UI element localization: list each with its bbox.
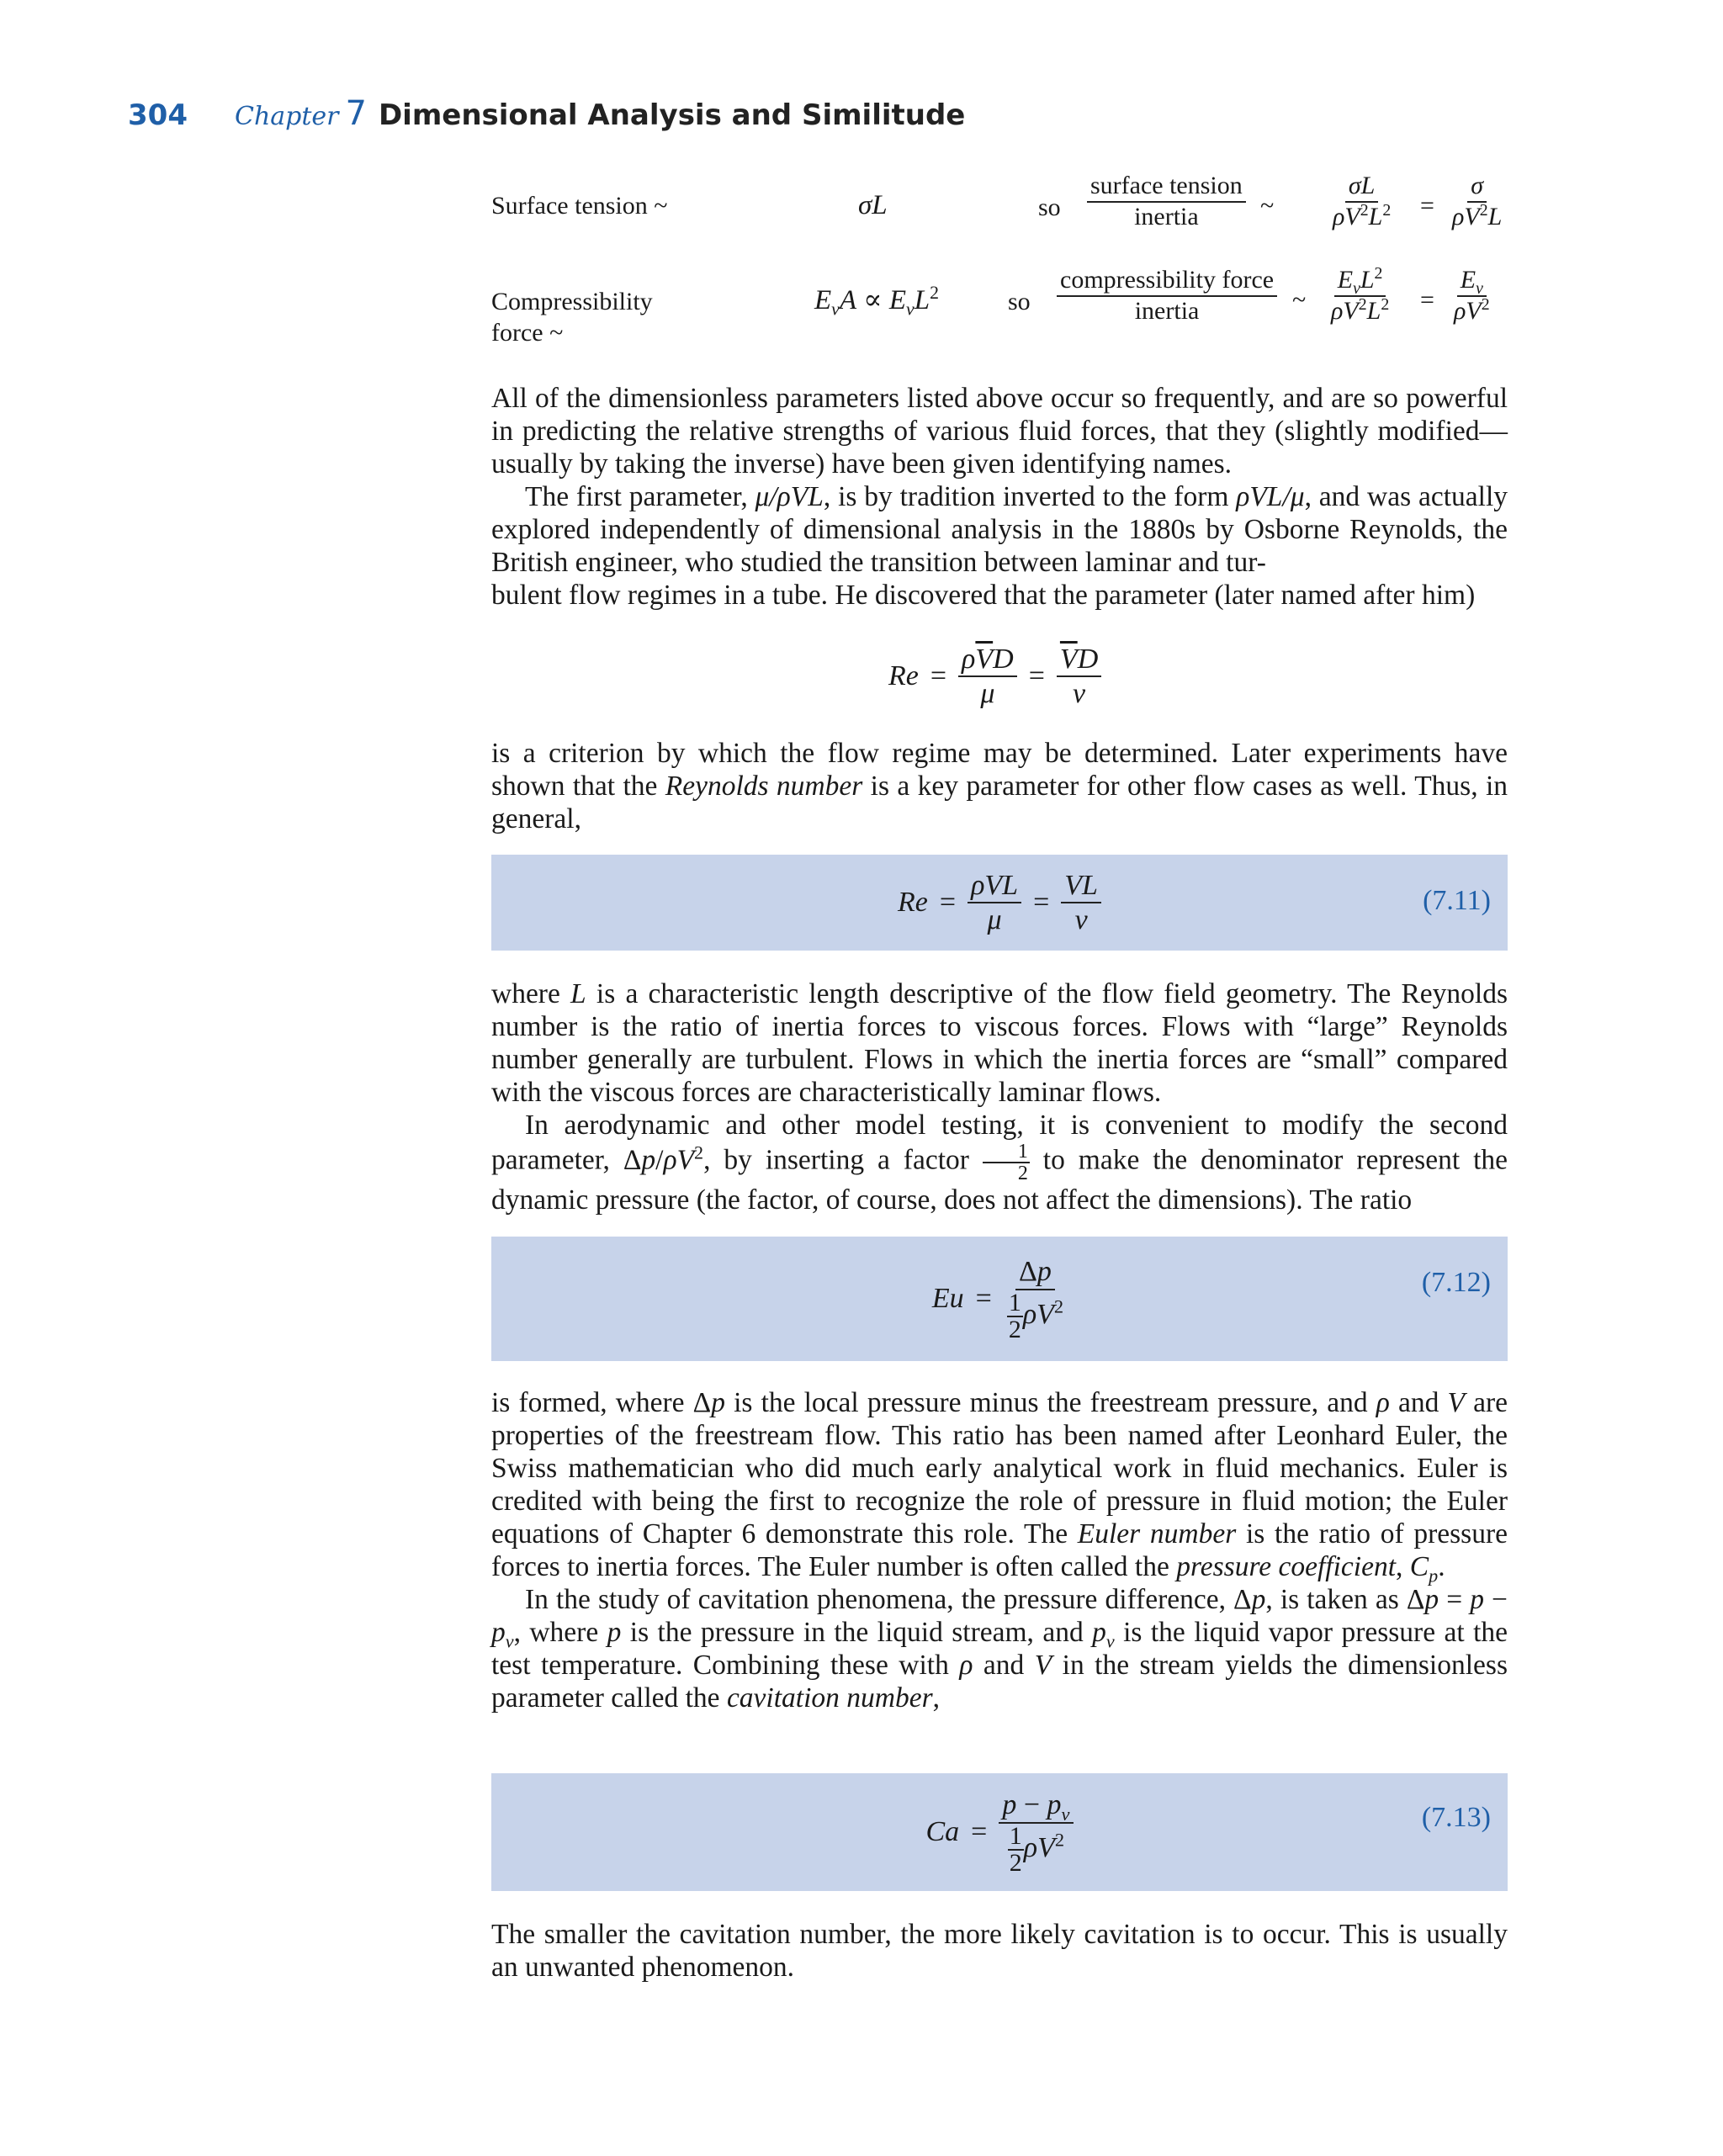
compressibility-tilde: ~: [1292, 286, 1307, 314]
paragraph-4-5-block: [491, 977, 1508, 1216]
chapter-word: Chapter: [234, 102, 339, 131]
surface-tension-equals: =: [1420, 192, 1434, 220]
equation-number-7-12: (7.12): [1421, 1267, 1491, 1298]
surface-tension-row: [491, 168, 1508, 244]
compressibility-row: [491, 262, 1508, 355]
paragraph-6-7-block: [491, 1386, 1508, 1714]
equation-number-7-11: (7.11): [1423, 885, 1491, 916]
compressibility-equals: =: [1420, 286, 1434, 314]
page-number: 304: [128, 98, 188, 132]
equation-band-7-12: [491, 1237, 1508, 1361]
paragraph-1: All of the dimensionless parameters listed above occur so frequently, and are so powerful in predicting the relative strengths of various fluid forces, that they (slightly modified—usually by taking the inverse) have been given identifying names.: [491, 383, 1508, 479]
euler-number-equation: Eu = Δp $\frac{1}{2}$ $\rho V^2$: [931, 1256, 1064, 1343]
reynolds-equation-mean-velocity: Re = $\frac{\rho\overline{V}D}{\mu}$ = $\frac{\overline{V}D}{\nu}$: [888, 636, 1101, 717]
compressibility-so: so: [1008, 288, 1031, 315]
cavitation-number-equation: Ca = $p - p_v$ $\frac{1}{2}$ $\rho V^2$: [491, 1773, 1508, 1891]
paragraph-3-block: [491, 737, 1508, 835]
compressibility-label: Compressibility force ~: [491, 288, 653, 347]
surface-tension-tilde: ~: [1260, 192, 1275, 220]
surface-tension-label: Surface tension ~: [491, 192, 668, 220]
equation-number-7-13: (7.13): [1421, 1802, 1491, 1833]
paragraph-7: In the study of cavitation phenomena, the pressure difference, Δp, is taken as $\Delta p = p - p_v$, where p is the pressure in the liquid stream, and $p_v$ is the liquid vapor pressure at the test temperature. Combining these with ρ and V in the stream yields the dimensionless parameter called the cavitation number,: [491, 1584, 1508, 1714]
compressibility-fraction-2: $\frac{E_v}{\rho V^2}$: [1454, 266, 1490, 325]
surface-tension-fraction-2: $\frac{\sigma}{\rho V^2L}$: [1452, 172, 1503, 230]
surface-tension-fraction-1: $\frac{\sigma L}{\rho V^2L^2}$: [1333, 172, 1392, 230]
compressibility-ratio: $\frac{\text{compressibility force}}{\text{inertia}}$: [1057, 266, 1277, 326]
chapter-title: Dimensional Analysis and Similitude: [378, 98, 966, 132]
paragraph-3: is a criterion by which the flow regime may be determined. Later experiments have shown that the Reynolds number is a key parameter for other flow cases as well. Thus, in general,: [491, 738, 1508, 834]
paragraph-8: The smaller the cavitation number, the more likely cavitation is to occur. This is usually an unwanted phenomenon.: [491, 1919, 1508, 1983]
paragraph-5: In aerodynamic and other model testing, it is convenient to modify the second parameter, $\Delta p/\rho V^2$, by inserting a factor $\frac{1}{2}$ to make the denominator represent the dynamic pressure (the factor, of course, does not affect the dimensions). The ratio: [491, 1110, 1508, 1216]
paragraph-2: The first parameter, μ/ρVL, is by tradition inverted to the form ρVL/μ, and was actually explored independently of dimensional analysis in the 1880s by Osborne Reynolds, the British engineer, who studied the transition between laminar and tur- bulent flow regimes in a tube. He discovered that the parameter (later named after him): [491, 481, 1508, 611]
paragraph-6: is formed, where Δp is the local pressure minus the freestream pressure, and ρ and V are properties of the freestream flow. This ratio has been named after Leonhard Euler, the Swiss mathematician who did much early analytical work in fluid mechanics. Euler is credited with being the first to recognize the role of pressure in fluid motion; the Euler equations of Chapter 6 demonstrate this role. The Euler number is the ratio of pressure forces to inertia forces. The Euler number is often called the pressure coefficient, $C_p$.: [491, 1387, 1508, 1587]
surface-tension-ratio: $\frac{\text{surface tension}}{\text{inertia}}$: [1087, 172, 1246, 231]
reynolds-number-equation: Re = $\frac{\text{ρVL}}{\mu}$ = $\frac{VL}{\nu}$: [491, 855, 1508, 951]
paragraph-names-intro: [491, 382, 1508, 612]
compressibility-fraction-1: $\frac{E_vL^2}{\rho V^2L^2}$: [1331, 264, 1390, 325]
equation-band-7-11: [491, 855, 1508, 951]
surface-tension-so: so: [1038, 193, 1061, 221]
running-header: [128, 94, 965, 145]
chapter-number: 7: [345, 94, 367, 133]
compressibility-term: $E_vA \propto E_vL^2$: [814, 283, 939, 320]
paragraph-4: where L is a characteristic length descriptive of the flow field geometry. The Reynolds number is the ratio of inertia forces to viscous forces. Flows with “large” Reynolds number generally are turbulent. Flows in which the inertia forces are “small” compared with the viscous forces are characteristically laminar flows.: [491, 978, 1508, 1108]
surface-tension-term: σL: [858, 190, 888, 220]
equation-band-7-13: [491, 1773, 1508, 1891]
paragraph-8-block: [491, 1918, 1508, 1984]
